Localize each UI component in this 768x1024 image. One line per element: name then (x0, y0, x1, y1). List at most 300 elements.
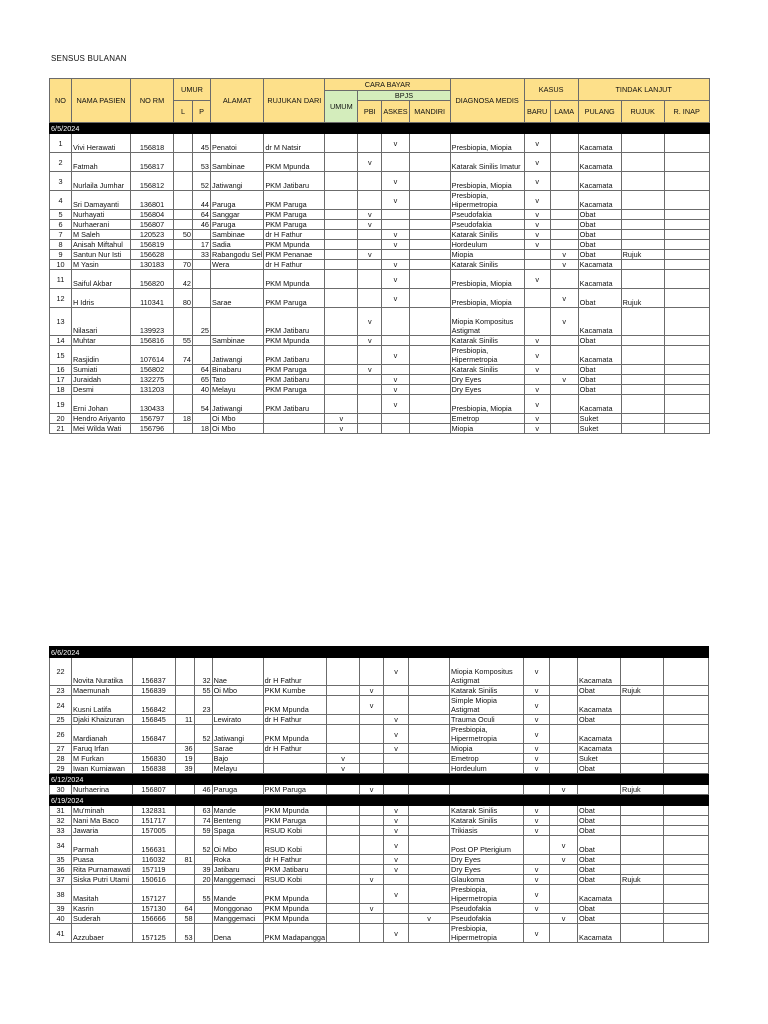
pay-umum-cell (327, 826, 360, 836)
table-row (50, 686, 709, 696)
followup-rujuk-cell (621, 855, 664, 865)
row-number-cell: 34 (50, 836, 72, 855)
age-female-cell: 40 (193, 385, 211, 395)
pay-umum-cell (327, 686, 360, 696)
pay-umum-cell: v (325, 424, 358, 434)
case-old-cell (550, 744, 578, 754)
case-old-cell: v (550, 260, 578, 270)
age-male-cell: 42 (174, 270, 193, 289)
age-female-cell (193, 336, 211, 346)
case-new-cell: v (524, 764, 550, 774)
record-number-cell: 156837 (132, 658, 175, 686)
header-askes: ASKES (382, 101, 409, 123)
case-new-cell (524, 289, 550, 308)
age-male-cell: 36 (175, 744, 194, 754)
followup-rujuk-cell (621, 924, 664, 943)
pay-pbi-cell (358, 240, 382, 250)
pay-askes-cell (382, 424, 409, 434)
patient-name-cell: Jawaria (72, 826, 133, 836)
record-number-cell (132, 744, 175, 754)
patient-name-cell: Anisah Miftahul (72, 240, 131, 250)
case-old-cell (550, 715, 578, 725)
row-number-cell: 25 (50, 715, 72, 725)
patient-name-cell: Kasrin (72, 904, 133, 914)
pay-mandiri-cell (409, 346, 450, 365)
pay-umum-cell (325, 230, 358, 240)
case-new-cell: v (524, 191, 550, 210)
diagnosis-cell: Pseudofakia (450, 220, 524, 230)
address-cell: Lewirato (212, 715, 263, 725)
row-number-cell: 33 (50, 826, 72, 836)
referral-source-cell (263, 754, 326, 764)
followup-rujuk-cell (621, 715, 664, 725)
followup-pulang-cell: Kacamata (578, 172, 621, 191)
header-umur: UMUR (174, 79, 211, 101)
case-old-cell (550, 875, 578, 885)
case-old-cell (550, 904, 578, 914)
followup-rinap-cell (664, 172, 709, 191)
table-row (50, 414, 710, 424)
referral-source-cell (264, 414, 325, 424)
case-new-cell: v (524, 744, 550, 754)
pay-mandiri-cell (409, 658, 450, 686)
pay-mandiri-cell (409, 365, 450, 375)
record-number-cell: 156820 (131, 270, 174, 289)
pay-mandiri-cell (409, 715, 450, 725)
age-female-cell: 55 (194, 686, 212, 696)
age-male-cell (175, 686, 194, 696)
followup-rinap-cell (664, 260, 709, 270)
pay-pbi-cell: v (360, 696, 384, 715)
pay-askes-cell: v (382, 172, 409, 191)
address-cell: Paruga (211, 220, 264, 230)
address-cell (211, 308, 264, 336)
referral-source-cell: PKM Mpunda (264, 153, 325, 172)
diagnosis-cell: Katarak Sinilis (450, 230, 524, 240)
patient-name-cell: Mu'minah (72, 806, 133, 816)
patient-name-cell: Sri Damayanti (72, 191, 131, 210)
patient-name-cell: M Furkan (72, 754, 133, 764)
followup-rinap-cell (664, 785, 709, 795)
followup-rinap-cell (664, 826, 709, 836)
diagnosis-cell: Dry Eyes (450, 865, 524, 875)
pay-askes-cell (382, 308, 409, 336)
table-row (50, 424, 710, 434)
followup-pulang-cell: Kacamata (578, 395, 621, 414)
row-number-cell: 18 (50, 385, 72, 395)
pay-umum-cell (325, 250, 358, 260)
case-old-cell (550, 686, 578, 696)
followup-pulang-cell: Kacamata (578, 658, 621, 686)
pay-mandiri-cell (409, 424, 450, 434)
table-body (50, 123, 710, 434)
age-female-cell (194, 914, 212, 924)
age-male-cell (175, 875, 194, 885)
pay-pbi-cell (360, 826, 384, 836)
pay-pbi-cell (360, 806, 384, 816)
diagnosis-cell: Miopia (450, 744, 524, 754)
followup-rinap-cell (664, 289, 709, 308)
date-label: 6/12/2024 (50, 774, 709, 785)
referral-source-cell: PKM Paruga (264, 385, 325, 395)
pay-askes-cell: v (382, 346, 409, 365)
followup-pulang-cell: Obat (578, 816, 621, 826)
followup-pulang-cell: Obat (578, 826, 621, 836)
referral-source-cell: PKM Kumbe (263, 686, 326, 696)
case-old-cell (550, 826, 578, 836)
header-cara-bayar: CARA BAYAR (325, 79, 450, 91)
address-cell: Jatiwangi (211, 395, 264, 414)
followup-rujuk-cell (621, 395, 664, 414)
address-cell: Jatiwangi (211, 172, 264, 191)
record-number-cell: 156666 (132, 914, 175, 924)
pay-pbi-cell (360, 855, 384, 865)
table-row (50, 885, 709, 904)
row-number-cell: 13 (50, 308, 72, 336)
row-number-cell: 2 (50, 153, 72, 172)
case-new-cell: v (524, 904, 550, 914)
address-cell: Oi Mbo (212, 836, 263, 855)
record-number-cell: 156807 (131, 220, 174, 230)
pay-askes-cell (384, 764, 409, 774)
followup-rujuk-cell (621, 914, 664, 924)
table-row (50, 153, 710, 172)
followup-rinap-cell (664, 754, 709, 764)
table-row (50, 240, 710, 250)
pay-pbi-cell (358, 230, 382, 240)
age-female-cell: 25 (193, 308, 211, 336)
followup-pulang-cell: Obat (578, 806, 621, 816)
followup-pulang-cell: Kacamata (578, 191, 621, 210)
pay-mandiri-cell (409, 875, 450, 885)
followup-rinap-cell (664, 336, 709, 346)
age-female-cell: 54 (193, 395, 211, 414)
pay-pbi-cell: v (358, 220, 382, 230)
followup-rinap-cell (664, 885, 709, 904)
age-male-cell (175, 816, 194, 826)
case-new-cell (524, 260, 550, 270)
age-male-cell: 18 (174, 414, 193, 424)
followup-rinap-cell (664, 914, 709, 924)
referral-source-cell: PKM Mpunda (264, 270, 325, 289)
pay-umum-cell (327, 904, 360, 914)
age-male-cell (174, 395, 193, 414)
record-number-cell: 157125 (132, 924, 175, 943)
diagnosis-cell: Presbiopia, Hipermetropia (450, 885, 524, 904)
case-old-cell (550, 424, 578, 434)
record-number-cell: 156818 (131, 134, 174, 153)
row-number-cell: 36 (50, 865, 72, 875)
pay-pbi-cell (358, 172, 382, 191)
patient-name-cell: Sumiati (72, 365, 131, 375)
row-number-cell: 29 (50, 764, 72, 774)
referral-source-cell: dr M Natsir (264, 134, 325, 153)
pay-mandiri-cell (409, 220, 450, 230)
patient-name-cell: Masitah (72, 885, 133, 904)
patient-name-cell: M Saleh (72, 230, 131, 240)
record-number-cell: 156845 (132, 715, 175, 725)
followup-rinap-cell (664, 806, 709, 816)
pay-pbi-cell (358, 270, 382, 289)
table-row (50, 172, 710, 191)
referral-source-cell: dr H Fathur (263, 658, 326, 686)
age-female-cell: 23 (194, 696, 212, 715)
table-row (50, 658, 709, 686)
pay-askes-cell: v (382, 230, 409, 240)
pay-mandiri-cell (409, 250, 450, 260)
pay-askes-cell (382, 250, 409, 260)
followup-rinap-cell (664, 134, 709, 153)
pay-pbi-cell (360, 865, 384, 875)
row-number-cell: 14 (50, 336, 72, 346)
case-old-cell (550, 220, 578, 230)
age-female-cell: 18 (193, 424, 211, 434)
table-row (50, 744, 709, 754)
age-male-cell (174, 240, 193, 250)
address-cell: Tato (211, 375, 264, 385)
followup-pulang-cell: Kacamata (578, 924, 621, 943)
row-number-cell: 4 (50, 191, 72, 210)
pay-askes-cell: v (384, 924, 409, 943)
pay-askes-cell: v (384, 744, 409, 754)
pay-mandiri-cell (409, 725, 450, 744)
row-number-cell: 27 (50, 744, 72, 754)
row-number-cell: 20 (50, 414, 72, 424)
referral-source-cell: PKM Jatibaru (264, 172, 325, 191)
followup-rinap-cell (664, 875, 709, 885)
case-new-cell: v (524, 395, 550, 414)
age-male-cell (175, 865, 194, 875)
age-female-cell: 17 (193, 240, 211, 250)
diagnosis-cell: Pseudofakia (450, 210, 524, 220)
table-row (50, 696, 709, 715)
row-number-cell: 28 (50, 754, 72, 764)
header-tindak-lanjut: TINDAK LANJUT (578, 79, 709, 101)
address-cell: Sambinae (211, 153, 264, 172)
age-female-cell (194, 715, 212, 725)
pay-askes-cell (384, 696, 409, 715)
followup-pulang-cell: Obat (578, 764, 621, 774)
age-female-cell: 44 (193, 191, 211, 210)
patient-name-cell: Iwan Kurniawan (72, 764, 133, 774)
pay-mandiri-cell (409, 289, 450, 308)
table-row (50, 375, 710, 385)
row-number-cell: 9 (50, 250, 72, 260)
followup-pulang-cell: Kacamata (578, 885, 621, 904)
followup-rujuk-cell (621, 365, 664, 375)
record-number-cell: 157005 (132, 826, 175, 836)
case-new-cell (524, 250, 550, 260)
case-new-cell (524, 836, 550, 855)
header-pbi: PBI (358, 101, 382, 123)
pay-askes-cell: v (384, 816, 409, 826)
age-female-cell (193, 260, 211, 270)
pay-umum-cell: v (325, 414, 358, 424)
followup-pulang-cell: Obat (578, 230, 621, 240)
age-female-cell: 59 (194, 826, 212, 836)
pay-askes-cell: v (382, 395, 409, 414)
case-old-cell (550, 865, 578, 875)
age-female-cell: 20 (194, 875, 212, 885)
followup-pulang-cell: Obat (578, 855, 621, 865)
date-label: 6/19/2024 (50, 795, 709, 806)
case-new-cell: v (524, 686, 550, 696)
row-number-cell: 11 (50, 270, 72, 289)
record-number-cell: 130433 (131, 395, 174, 414)
table-row (50, 914, 709, 924)
pay-askes-cell: v (382, 385, 409, 395)
referral-source-cell: RSUD Kobi (263, 836, 326, 855)
pay-askes-cell: v (382, 191, 409, 210)
row-number-cell: 22 (50, 658, 72, 686)
age-female-cell: 32 (194, 658, 212, 686)
table-row (50, 715, 709, 725)
followup-rujuk-cell (621, 230, 664, 240)
followup-rujuk-cell (621, 240, 664, 250)
record-number-cell: 156797 (131, 414, 174, 424)
table-row (50, 365, 710, 375)
followup-pulang-cell: Obat (578, 686, 621, 696)
record-number-cell: 157127 (132, 885, 175, 904)
pay-askes-cell: v (384, 725, 409, 744)
pay-umum-cell (325, 240, 358, 250)
age-male-cell: 39 (175, 764, 194, 774)
diagnosis-cell: Simple Miopia Astigmat (450, 696, 524, 715)
followup-pulang-cell: Obat (578, 904, 621, 914)
age-male-cell (174, 308, 193, 336)
age-male-cell: 74 (174, 346, 193, 365)
case-new-cell: v (524, 414, 550, 424)
case-new-cell: v (524, 153, 550, 172)
case-old-cell (550, 336, 578, 346)
referral-source-cell (263, 764, 326, 774)
pay-mandiri-cell (409, 785, 450, 795)
case-new-cell: v (524, 885, 550, 904)
pay-mandiri-cell (409, 336, 450, 346)
record-number-cell: 136801 (131, 191, 174, 210)
patient-name-cell: Vivi Herawati (72, 134, 131, 153)
referral-source-cell: PKM Paruga (264, 210, 325, 220)
pay-umum-cell (325, 365, 358, 375)
age-female-cell (194, 904, 212, 914)
record-number-cell: 120523 (131, 230, 174, 240)
row-number-cell: 23 (50, 686, 72, 696)
address-cell: Sarae (211, 289, 264, 308)
record-number-cell: 156842 (132, 696, 175, 715)
followup-rinap-cell (664, 836, 709, 855)
row-number-cell: 39 (50, 904, 72, 914)
pay-askes-cell: v (384, 855, 409, 865)
pay-umum-cell (325, 308, 358, 336)
report-title: SENSUS BULANAN (51, 54, 127, 63)
referral-source-cell: PKM Jatibaru (264, 346, 325, 365)
followup-rinap-cell (664, 904, 709, 914)
case-new-cell: v (524, 924, 550, 943)
record-number-cell: 132275 (131, 375, 174, 385)
followup-rinap-cell (664, 816, 709, 826)
diagnosis-cell: Katarak Sinilis (450, 686, 524, 696)
diagnosis-cell: Katarak Sinilis (450, 365, 524, 375)
patient-name-cell: Maemunah (72, 686, 133, 696)
census-table-1 (49, 78, 710, 434)
table-row (50, 395, 710, 414)
pay-mandiri-cell (409, 764, 450, 774)
followup-rinap-cell (664, 395, 709, 414)
followup-rujuk-cell: Rujuk (621, 785, 664, 795)
followup-rinap-cell (664, 191, 709, 210)
followup-pulang-cell: Kacamata (578, 725, 621, 744)
address-cell: Binabaru (211, 365, 264, 375)
age-female-cell (194, 754, 212, 764)
case-old-cell: v (550, 914, 578, 924)
patient-name-cell: Juraidah (72, 375, 131, 385)
pay-umum-cell (327, 806, 360, 816)
pay-pbi-cell (360, 715, 384, 725)
diagnosis-cell: Presbiopia, Hipermetropia (450, 924, 524, 943)
case-new-cell: v (524, 270, 550, 289)
pay-pbi-cell (360, 816, 384, 826)
pay-mandiri-cell (409, 172, 450, 191)
age-male-cell (174, 220, 193, 230)
followup-rinap-cell (664, 210, 709, 220)
case-old-cell (550, 658, 578, 686)
referral-source-cell: PKM Jatibaru (264, 395, 325, 414)
followup-rinap-cell (664, 744, 709, 754)
referral-source-cell: RSUD Kobi (263, 875, 326, 885)
record-number-cell: 130183 (131, 260, 174, 270)
followup-rujuk-cell (621, 270, 664, 289)
pay-mandiri-cell (409, 865, 450, 875)
pay-askes-cell (382, 210, 409, 220)
pay-askes-cell: v (384, 658, 409, 686)
referral-source-cell: PKM Mpunda (264, 240, 325, 250)
age-female-cell: 52 (194, 725, 212, 744)
case-new-cell: v (524, 696, 550, 715)
pay-umum-cell (325, 191, 358, 210)
followup-rinap-cell (664, 365, 709, 375)
pay-mandiri-cell (409, 754, 450, 764)
pay-mandiri-cell (409, 260, 450, 270)
patient-name-cell: Parmah (72, 836, 133, 855)
pay-askes-cell (384, 686, 409, 696)
patient-name-cell: Azzubaer (72, 924, 133, 943)
address-cell: Melayu (211, 385, 264, 395)
header-umum: UMUM (325, 91, 358, 123)
table-row (50, 336, 710, 346)
followup-pulang-cell: Kacamata (578, 270, 621, 289)
pay-pbi-cell (358, 414, 382, 424)
case-new-cell: v (524, 865, 550, 875)
diagnosis-cell: Emetrop (450, 754, 524, 764)
row-number-cell: 7 (50, 230, 72, 240)
row-number-cell: 5 (50, 210, 72, 220)
pay-askes-cell (384, 904, 409, 914)
case-new-cell: v (524, 715, 550, 725)
age-male-cell: 55 (174, 336, 193, 346)
age-male-cell (175, 658, 194, 686)
pay-askes-cell: v (384, 836, 409, 855)
age-female-cell: 46 (193, 220, 211, 230)
case-old-cell (550, 696, 578, 715)
diagnosis-cell: Dry Eyes (450, 385, 524, 395)
age-female-cell (194, 764, 212, 774)
pay-mandiri-cell (409, 924, 450, 943)
age-male-cell: 11 (175, 715, 194, 725)
pay-umum-cell (325, 172, 358, 191)
diagnosis-cell: Presbiopia, Miopia (450, 270, 524, 289)
pay-pbi-cell: v (358, 210, 382, 220)
age-female-cell: 39 (194, 865, 212, 875)
